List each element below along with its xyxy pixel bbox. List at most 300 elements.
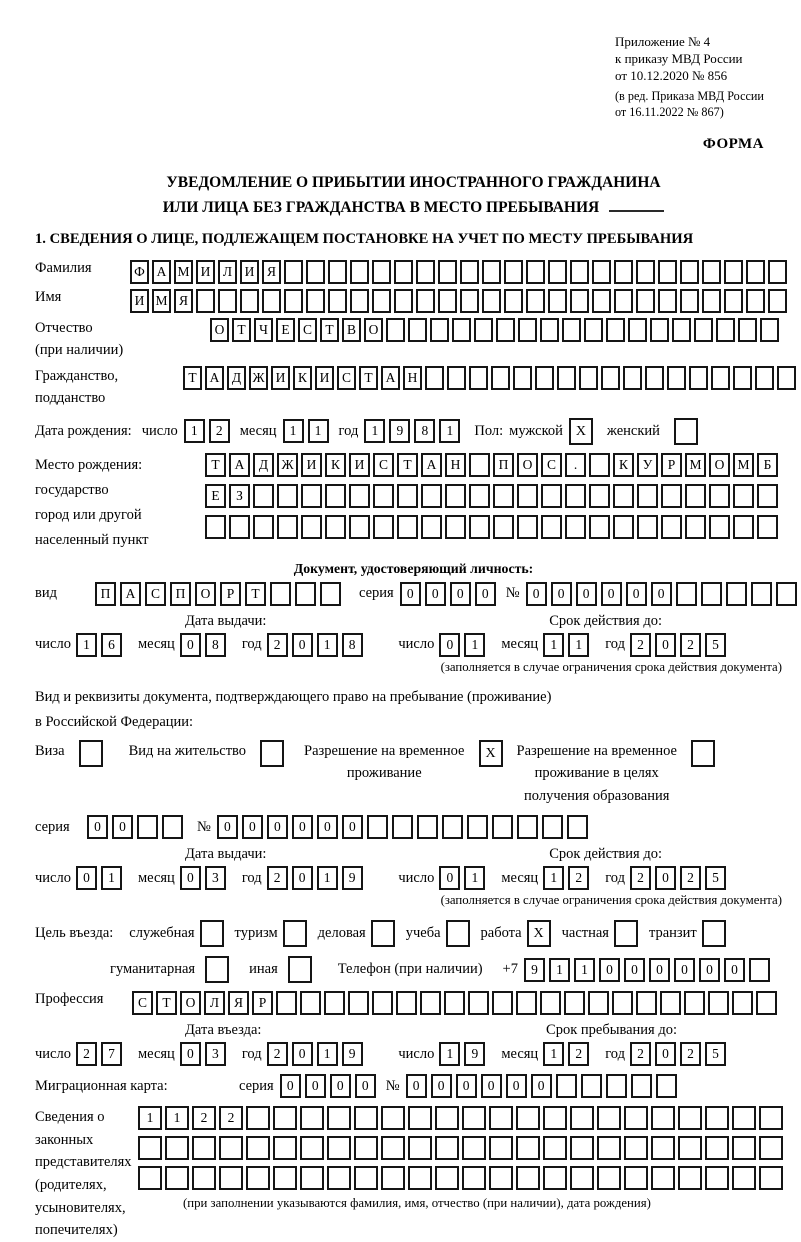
form-cell bbox=[306, 289, 325, 313]
form-cell: 0 bbox=[76, 866, 97, 890]
visit-option-humanitarian-checkbox bbox=[205, 956, 229, 983]
visit-option-other-checkbox bbox=[288, 956, 312, 983]
form-cell bbox=[705, 1136, 729, 1160]
form-cell: 2 bbox=[680, 866, 701, 890]
temp-permit-edu-label bbox=[517, 740, 677, 807]
form-cell: Я bbox=[228, 991, 249, 1015]
form-cell: М bbox=[152, 289, 171, 313]
representatives-label-line: (родителях, bbox=[35, 1176, 107, 1193]
residence-permit-checkbox bbox=[260, 740, 284, 767]
form-cell bbox=[381, 1106, 405, 1130]
valid-until-group bbox=[398, 633, 730, 657]
form-cell: А bbox=[381, 366, 400, 390]
form-cell: Я bbox=[262, 260, 281, 284]
form-cell bbox=[425, 366, 444, 390]
form-cell bbox=[349, 515, 370, 539]
form-cell bbox=[694, 318, 713, 342]
form-cell bbox=[746, 289, 765, 313]
form-cell bbox=[543, 1166, 567, 1190]
form-cell: И bbox=[196, 260, 215, 284]
form-cell: 0 bbox=[180, 866, 201, 890]
form-cell bbox=[564, 991, 585, 1015]
number-label: № bbox=[385, 1077, 400, 1094]
visit-option-private-label: частная bbox=[561, 925, 609, 942]
form-cell bbox=[705, 1166, 729, 1190]
form-cell bbox=[417, 815, 438, 839]
day-label: число bbox=[398, 636, 435, 653]
year-label: год bbox=[605, 1045, 625, 1062]
form-cell bbox=[325, 515, 346, 539]
form-cell: 8 bbox=[414, 419, 435, 443]
citizenship-row bbox=[35, 366, 792, 410]
form-cell bbox=[325, 484, 346, 508]
form-cell bbox=[284, 289, 303, 313]
form-cell bbox=[517, 515, 538, 539]
form-cell bbox=[416, 260, 435, 284]
form-cell: 2 bbox=[76, 1042, 97, 1066]
form-cell bbox=[755, 366, 774, 390]
form-cell bbox=[613, 484, 634, 508]
form-cell bbox=[570, 1136, 594, 1160]
migration-card-label: Миграционная карта: bbox=[35, 1077, 168, 1094]
form-cell: А bbox=[205, 366, 224, 390]
issue-date-heading: Дата выдачи: bbox=[185, 846, 267, 863]
birth-place-section bbox=[35, 453, 792, 553]
form-cell: 0 bbox=[655, 1042, 676, 1066]
form-cell bbox=[504, 289, 523, 313]
form-cell bbox=[650, 318, 669, 342]
form-cell: 0 bbox=[439, 633, 460, 657]
form-cell bbox=[535, 366, 554, 390]
surname-row bbox=[35, 260, 792, 284]
visit-option-study-label: учеба bbox=[405, 925, 441, 942]
form-cell: 0 bbox=[342, 815, 363, 839]
form-cell: Р bbox=[252, 991, 273, 1015]
representatives-section bbox=[35, 1106, 792, 1242]
form-title bbox=[35, 171, 792, 221]
form-cell bbox=[733, 366, 752, 390]
month-label: месяц bbox=[137, 869, 175, 886]
form-cell: 1 bbox=[101, 866, 122, 890]
form-cell bbox=[469, 484, 490, 508]
form-cell bbox=[733, 515, 754, 539]
form-cell bbox=[165, 1166, 189, 1190]
form-cell: 9 bbox=[464, 1042, 485, 1066]
form-cell: 2 bbox=[680, 633, 701, 657]
form-cell bbox=[408, 1136, 432, 1160]
form-cell: 3 bbox=[205, 866, 226, 890]
month-label: месяц bbox=[239, 422, 277, 439]
form-cell bbox=[548, 289, 567, 313]
form-title-line1: УВЕДОМЛЕНИЕ О ПРИБЫТИИ ИНОСТРАННОГО ГРАЖДАНИНА bbox=[166, 174, 661, 192]
form-cell bbox=[601, 366, 620, 390]
form-cell: И bbox=[349, 453, 370, 477]
form-cell: 9 bbox=[342, 866, 363, 890]
form-cell bbox=[327, 1106, 351, 1130]
form-cell: С bbox=[373, 453, 394, 477]
form-cell: 0 bbox=[439, 866, 460, 890]
birth-place-row2-cells bbox=[205, 484, 781, 508]
visit-option-study-checkbox bbox=[446, 920, 470, 947]
form-cell: Т bbox=[397, 453, 418, 477]
form-cell: О bbox=[709, 453, 730, 477]
form-cell bbox=[726, 582, 747, 606]
form-cell bbox=[709, 484, 730, 508]
form-cell bbox=[732, 991, 753, 1015]
form-cell: 0 bbox=[655, 866, 676, 890]
form-title-line2 bbox=[35, 196, 792, 221]
form-cell bbox=[246, 1136, 270, 1160]
temp-permit-option bbox=[304, 740, 502, 785]
form-cell bbox=[219, 1136, 243, 1160]
birth-place-label-line: государство bbox=[35, 481, 109, 498]
form-cell: И bbox=[301, 453, 322, 477]
issue-date-group bbox=[35, 633, 367, 657]
form-cell: 3 bbox=[205, 1042, 226, 1066]
form-cell: 0 bbox=[475, 582, 496, 606]
form-cell: 0 bbox=[242, 815, 263, 839]
day-label: число bbox=[35, 636, 71, 653]
visit-option-official-checkbox bbox=[200, 920, 224, 947]
birth-date-row bbox=[35, 418, 792, 445]
doc-type-label: вид bbox=[35, 585, 57, 602]
form-cell bbox=[270, 582, 291, 606]
surname-label: Фамилия bbox=[35, 259, 92, 276]
form-cell bbox=[540, 318, 559, 342]
form-cell bbox=[567, 815, 588, 839]
form-cell bbox=[689, 366, 708, 390]
form-cell: 0 bbox=[292, 866, 313, 890]
form-cell: 8 bbox=[205, 633, 226, 657]
form-cell: 9 bbox=[342, 1042, 363, 1066]
form-cell bbox=[658, 260, 677, 284]
form-cell: Т bbox=[183, 366, 202, 390]
form-cell bbox=[300, 1106, 324, 1130]
form-cell bbox=[685, 515, 706, 539]
form-cell: Н bbox=[445, 453, 466, 477]
form-cell: 1 bbox=[464, 633, 485, 657]
valid-day-cells bbox=[439, 866, 489, 890]
form-cell bbox=[468, 991, 489, 1015]
issue-day-cells bbox=[76, 866, 126, 890]
form-cell bbox=[306, 260, 325, 284]
identity-doc-dates-row bbox=[35, 633, 792, 657]
form-cell bbox=[636, 289, 655, 313]
visit-option-business-checkbox bbox=[371, 920, 395, 947]
birth-place-rows bbox=[205, 453, 781, 546]
valid-year-cells bbox=[630, 633, 730, 657]
representatives-label-line: попечителях) bbox=[35, 1222, 118, 1239]
form-cell bbox=[541, 484, 562, 508]
birth-place-row1-cells bbox=[205, 453, 781, 477]
birth-place-label-line: город или другой bbox=[35, 506, 142, 523]
form-cell: 0 bbox=[456, 1074, 477, 1098]
day-label: число bbox=[398, 1045, 435, 1062]
issue-date-group bbox=[35, 866, 367, 890]
visit-option-transit-label: транзит bbox=[648, 925, 697, 942]
form-cell: 0 bbox=[551, 582, 572, 606]
form-cell bbox=[661, 515, 682, 539]
form-cell bbox=[328, 260, 347, 284]
form-cell bbox=[408, 318, 427, 342]
visit-option-humanitarian-label: гуманитарная bbox=[110, 961, 196, 978]
temp-permit-label-line1: Разрешение на временное bbox=[304, 742, 465, 759]
form-cell: К bbox=[613, 453, 634, 477]
form-cell: Е bbox=[205, 484, 226, 508]
form-cell bbox=[749, 958, 770, 982]
form-cell bbox=[637, 484, 658, 508]
form-cell bbox=[240, 289, 259, 313]
form-cell: 0 bbox=[531, 1074, 552, 1098]
citizenship-cells bbox=[183, 366, 799, 390]
form-cell bbox=[624, 1136, 648, 1160]
form-cell: 1 bbox=[317, 1042, 338, 1066]
form-cell bbox=[295, 582, 316, 606]
form-cell bbox=[372, 260, 391, 284]
form-cell: Д bbox=[253, 453, 274, 477]
month-label: месяц bbox=[501, 1045, 539, 1062]
valid-until-heading: Срок действия до: bbox=[549, 846, 662, 863]
form-cell bbox=[447, 366, 466, 390]
issue-month-cells bbox=[180, 866, 230, 890]
form-cell: 1 bbox=[138, 1106, 162, 1130]
form-cell bbox=[137, 815, 158, 839]
visa-option bbox=[35, 740, 103, 767]
patronymic-row bbox=[35, 318, 792, 362]
form-cell: 0 bbox=[626, 582, 647, 606]
form-cell: Т bbox=[205, 453, 226, 477]
form-cell bbox=[570, 289, 589, 313]
stay-year-cells bbox=[630, 1042, 730, 1066]
form-cell: С bbox=[145, 582, 166, 606]
form-cell bbox=[732, 1136, 756, 1160]
form-cell bbox=[540, 991, 561, 1015]
doc-type-cells bbox=[95, 582, 345, 606]
form-cell bbox=[354, 1166, 378, 1190]
form-cell bbox=[759, 1106, 783, 1130]
issue-day-cells bbox=[76, 633, 126, 657]
form-cell: О bbox=[180, 991, 201, 1015]
form-cell bbox=[516, 1106, 540, 1130]
form-cell bbox=[467, 815, 488, 839]
form-cell bbox=[656, 1074, 677, 1098]
form-cell bbox=[192, 1166, 216, 1190]
form-cell: В bbox=[342, 318, 361, 342]
form-cell: 1 bbox=[543, 633, 564, 657]
form-cell bbox=[667, 366, 686, 390]
visit-purpose-row bbox=[35, 920, 792, 947]
form-cell: П bbox=[95, 582, 116, 606]
form-cell bbox=[738, 318, 757, 342]
temp-permit-edu-option bbox=[517, 740, 715, 807]
form-cell: 2 bbox=[568, 866, 589, 890]
form-cell bbox=[636, 260, 655, 284]
form-cell bbox=[277, 484, 298, 508]
form-cell: 6 bbox=[101, 633, 122, 657]
form-cell bbox=[606, 318, 625, 342]
representatives-label-line: Сведения о bbox=[35, 1109, 105, 1126]
form-cell: И bbox=[271, 366, 290, 390]
form-cell bbox=[757, 515, 778, 539]
form-cell bbox=[493, 515, 514, 539]
form-cell: 9 bbox=[389, 419, 410, 443]
profession-row bbox=[35, 991, 792, 1015]
form-cell bbox=[579, 366, 598, 390]
form-cell: 1 bbox=[543, 1042, 564, 1066]
sex-male-label: мужской bbox=[509, 422, 563, 439]
form-cell: 2 bbox=[630, 1042, 651, 1066]
form-cell: 0 bbox=[576, 582, 597, 606]
form-cell: Т bbox=[156, 991, 177, 1015]
representatives-row3-cells bbox=[138, 1166, 786, 1190]
form-cell bbox=[760, 318, 779, 342]
form-cell: 8 bbox=[342, 633, 363, 657]
form-cell bbox=[658, 289, 677, 313]
patronymic-label-line2: (при наличии) bbox=[35, 341, 124, 358]
stay-until-group bbox=[398, 1042, 730, 1066]
form-cell bbox=[570, 1106, 594, 1130]
form-cell: 0 bbox=[87, 815, 108, 839]
form-cell: Р bbox=[220, 582, 241, 606]
doc-reference-line: Приложение № 4 bbox=[615, 34, 711, 49]
residence-doc-series-row bbox=[35, 815, 792, 839]
form-cell: 0 bbox=[305, 1074, 326, 1098]
form-cell bbox=[526, 289, 545, 313]
form-cell bbox=[678, 1136, 702, 1160]
visit-option-business-label: деловая bbox=[317, 925, 366, 942]
valid-until-heading: Срок действия до: bbox=[549, 612, 662, 629]
sex-female-checkbox bbox=[674, 418, 698, 445]
day-label: число bbox=[35, 1045, 71, 1062]
representatives-row1-cells bbox=[138, 1106, 786, 1130]
form-cell bbox=[320, 582, 341, 606]
form-cell: 2 bbox=[267, 1042, 288, 1066]
year-label: год bbox=[241, 636, 262, 653]
form-cell bbox=[518, 318, 537, 342]
representatives-rows bbox=[138, 1106, 786, 1211]
residence-doc-dates-row bbox=[35, 866, 792, 890]
form-cell bbox=[541, 515, 562, 539]
residence-doc-intro bbox=[35, 685, 792, 736]
form-cell bbox=[438, 289, 457, 313]
visa-checkbox bbox=[79, 740, 103, 767]
form-cell bbox=[676, 582, 697, 606]
form-cell bbox=[493, 484, 514, 508]
form-cell: О bbox=[517, 453, 538, 477]
form-cell bbox=[543, 1106, 567, 1130]
day-label: число bbox=[141, 422, 178, 439]
form-cell bbox=[492, 991, 513, 1015]
form-cell: 0 bbox=[292, 1042, 313, 1066]
form-cell: С bbox=[132, 991, 153, 1015]
form-cell: 2 bbox=[209, 419, 230, 443]
form-cell bbox=[517, 815, 538, 839]
form-cell bbox=[372, 991, 393, 1015]
form-cell: 0 bbox=[624, 958, 645, 982]
sex-label: Пол: bbox=[474, 422, 504, 439]
month-label: месяц bbox=[137, 636, 175, 653]
stay-month-cells bbox=[543, 1042, 593, 1066]
form-cell: 0 bbox=[355, 1074, 376, 1098]
phone-label: Телефон (при наличии) bbox=[337, 961, 483, 978]
form-cell: 1 bbox=[184, 419, 205, 443]
form-cell: Ф bbox=[130, 260, 149, 284]
entry-date-heading: Дата въезда: bbox=[185, 1022, 262, 1039]
birth-place-label-line: населенный пункт bbox=[35, 531, 149, 548]
form-cell: 2 bbox=[267, 633, 288, 657]
form-cell: А bbox=[152, 260, 171, 284]
form-cell: 0 bbox=[317, 815, 338, 839]
form-cell bbox=[444, 991, 465, 1015]
form-cell bbox=[526, 260, 545, 284]
form-cell: К bbox=[293, 366, 312, 390]
form-cell: Д bbox=[227, 366, 246, 390]
form-cell: 0 bbox=[292, 633, 313, 657]
form-cell bbox=[397, 515, 418, 539]
form-cell: 0 bbox=[506, 1074, 527, 1098]
identity-doc-row bbox=[35, 582, 792, 606]
year-label: год bbox=[338, 422, 359, 439]
form-cell bbox=[373, 515, 394, 539]
form-cell bbox=[482, 289, 501, 313]
form-cell bbox=[606, 1074, 627, 1098]
firstname-row bbox=[35, 289, 792, 313]
representatives-row2-cells bbox=[138, 1136, 786, 1160]
form-cell bbox=[724, 289, 743, 313]
number-label: № bbox=[505, 585, 520, 602]
issue-month-cells bbox=[180, 633, 230, 657]
title-underline bbox=[609, 197, 664, 212]
form-cell: С bbox=[337, 366, 356, 390]
form-cell bbox=[492, 815, 513, 839]
form-cell bbox=[702, 289, 721, 313]
form-cell: 1 bbox=[574, 958, 595, 982]
form-cell bbox=[592, 289, 611, 313]
entry-stay-dates-row bbox=[35, 1042, 792, 1066]
form-cell bbox=[354, 1106, 378, 1130]
form-cell bbox=[327, 1136, 351, 1160]
form-cell bbox=[324, 991, 345, 1015]
form-cell: . bbox=[565, 453, 586, 477]
form-cell bbox=[516, 991, 537, 1015]
representatives-label-line: представителях bbox=[35, 1154, 132, 1171]
representatives-labels bbox=[35, 1106, 138, 1242]
form-cell: 9 bbox=[524, 958, 545, 982]
representatives-label-line: законных bbox=[35, 1131, 94, 1148]
form-cell: Н bbox=[403, 366, 422, 390]
form-cell bbox=[460, 260, 479, 284]
doc-reference-block bbox=[615, 34, 792, 120]
form-cell bbox=[557, 366, 576, 390]
form-cell bbox=[328, 289, 347, 313]
form-cell bbox=[597, 1136, 621, 1160]
form-cell bbox=[589, 484, 610, 508]
form-cell bbox=[350, 289, 369, 313]
form-cell bbox=[756, 991, 777, 1015]
form-cell bbox=[452, 318, 471, 342]
form-cell bbox=[701, 582, 722, 606]
form-cell bbox=[732, 1106, 756, 1130]
form-cell: 0 bbox=[649, 958, 670, 982]
form-cell bbox=[631, 1074, 652, 1098]
section1-heading: 1. СВЕДЕНИЯ О ЛИЦЕ, ПОДЛЕЖАЩЕМ ПОСТАНОВКЕ НА УЧЕТ ПО МЕСТУ ПРЕБЫВАНИЯ bbox=[35, 230, 694, 247]
form-cell bbox=[628, 318, 647, 342]
form-cell bbox=[624, 1166, 648, 1190]
residence-doc-intro-line2: в Российской Федерации: bbox=[35, 714, 194, 731]
form-cell bbox=[588, 991, 609, 1015]
doc-reference-line: к приказу МВД России bbox=[615, 50, 743, 66]
form-cell bbox=[373, 484, 394, 508]
